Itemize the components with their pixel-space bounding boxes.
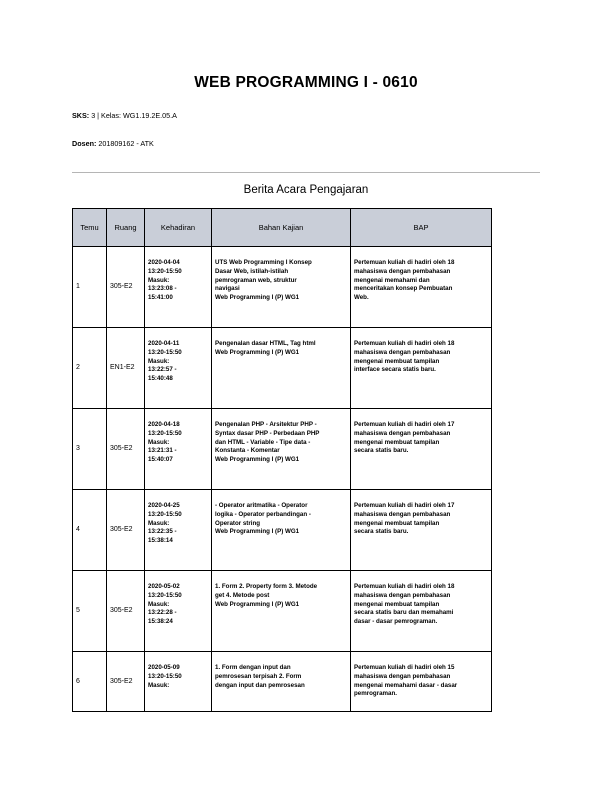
bahan-line: - Operator aritmatika - Operator <box>215 502 308 509</box>
cell-bap <box>351 571 492 652</box>
bap-line: mengenai membuat tampilan <box>354 519 440 527</box>
bahan-line: logika - Operator perbandingan - <box>215 510 311 518</box>
bap-line: Pertemuan kuliah di hadiri oleh 17 <box>354 421 455 428</box>
header-kehadiran: Kehadiran <box>145 209 212 247</box>
kehadiran-line: 13:23:08 - <box>148 285 177 293</box>
cell-bap <box>351 328 492 409</box>
bahan-line: Operator string <box>215 519 261 527</box>
bap-line: Pertemuan kuliah di hadiri oleh 18 <box>354 340 455 347</box>
bap-line: menceritakan konsep Pembuatan <box>354 285 453 293</box>
cell-temu: 3 <box>73 409 107 490</box>
cell-temu: 2 <box>73 328 107 409</box>
dosen-value: 201809162 - ATK <box>98 139 154 148</box>
header-bap: BAP <box>351 209 492 247</box>
bap-line: Pertemuan kuliah di hadiri oleh 17 <box>354 502 455 509</box>
kehadiran-line: 13:20-15:50 <box>148 591 182 599</box>
kehadiran-line: 2020-04-11 <box>148 340 180 347</box>
bap-line: secara statis baru. <box>354 528 409 536</box>
bap-line: Web. <box>354 294 369 302</box>
bahan-line: Web Programming I (P) WG1 <box>215 528 300 536</box>
table-body <box>73 247 492 712</box>
bap-line: secara statis baru dan memahami <box>354 609 454 617</box>
bahan-line: Web Programming I (P) WG1 <box>215 348 300 356</box>
section-title: Berita Acara Pengajaran <box>243 184 369 196</box>
bahan-line: pemrograman web, struktur <box>215 276 297 284</box>
bap-line: secara statis baru. <box>354 447 409 455</box>
cell-bap <box>351 247 492 328</box>
header-bahan-kajian: Bahan Kajian <box>212 209 351 247</box>
kehadiran-line: 2020-04-18 <box>148 421 180 428</box>
cell-kehadiran <box>145 652 212 712</box>
cell-ruang: 305-E2 <box>107 490 145 571</box>
table-row <box>73 328 492 409</box>
kehadiran-line: Masuk: <box>148 519 170 527</box>
bap-line: mengenai memahami dasar - dasar <box>354 681 458 689</box>
course-title: WEB PROGRAMMING I - 0610 <box>194 74 418 91</box>
bahan-line: 1. Form 2. Property form 3. Metode <box>215 583 318 590</box>
bahan-line: Pengenalan dasar HTML, Tag html <box>215 340 316 347</box>
kehadiran-line: 2020-04-25 <box>148 502 180 509</box>
table-row <box>73 409 492 490</box>
kehadiran-line: 2020-05-02 <box>148 583 180 590</box>
bahan-line: UTS Web Programming I Konsep <box>215 259 312 266</box>
bahan-line: pemrosesan terpisah 2. Form <box>215 672 302 680</box>
bahan-line: Web Programming I (P) WG1 <box>215 600 300 608</box>
cell-temu: 1 <box>73 247 107 328</box>
kehadiran-line: 13:20-15:50 <box>148 267 182 275</box>
kehadiran-line: 13:22:28 - <box>148 609 177 617</box>
kehadiran-line: 13:20-15:50 <box>148 672 182 680</box>
cell-ruang: 305-E2 <box>107 571 145 652</box>
kehadiran-line: 13:22:35 - <box>148 528 177 536</box>
header-ruang: Ruang <box>107 209 145 247</box>
kehadiran-line: Masuk: <box>148 600 170 608</box>
bahan-line: Dasar Web, istilah-istilah <box>215 267 289 275</box>
divider <box>72 172 540 173</box>
bahan-line: 1. Form dengan input dan <box>215 664 291 671</box>
bahan-line: get 4. Metode post <box>215 591 270 599</box>
bahan-line: Web Programming I (P) WG1 <box>215 456 300 464</box>
bahan-line: dengan input dan pemrosesan <box>215 681 305 689</box>
bap-line: mahasiswa dengan pembahasan <box>354 510 451 518</box>
cell-ruang: EN1-E2 <box>107 328 145 409</box>
cell-kehadiran <box>145 247 212 328</box>
cell-ruang: 305-E2 <box>107 652 145 712</box>
cell-bahan <box>212 328 351 409</box>
cell-kehadiran <box>145 328 212 409</box>
bap-line: mahasiswa dengan pembahasan <box>354 429 451 437</box>
cell-bap <box>351 652 492 712</box>
header-temu: Temu <box>73 209 107 247</box>
bap-table <box>72 208 492 712</box>
bap-line: mahasiswa dengan pembahasan <box>354 591 451 599</box>
kehadiran-line: 13:20-15:50 <box>148 510 182 518</box>
kehadiran-line: Masuk: <box>148 438 170 446</box>
table-row <box>73 490 492 571</box>
kehadiran-line: Masuk: <box>148 276 170 284</box>
kehadiran-line: 15:38:14 <box>148 537 173 545</box>
cell-ruang: 305-E2 <box>107 247 145 328</box>
bap-line: mahasiswa dengan pembahasan <box>354 348 451 356</box>
course-meta <box>72 111 177 120</box>
cell-bahan <box>212 490 351 571</box>
dosen-label: Dosen: <box>72 139 97 148</box>
table-row <box>73 247 492 328</box>
bap-line: Pertemuan kuliah di hadiri oleh 15 <box>354 664 455 671</box>
cell-temu: 6 <box>73 652 107 712</box>
bahan-line: Konstanta - Komentar <box>215 447 280 455</box>
bap-line: mahasiswa dengan pembahasan <box>354 672 451 680</box>
table-row <box>73 652 492 712</box>
sks-label: SKS: <box>72 111 90 120</box>
cell-bahan <box>212 409 351 490</box>
cell-bap <box>351 490 492 571</box>
bap-line: Pertemuan kuliah di hadiri oleh 18 <box>354 583 455 590</box>
bap-line: Pertemuan kuliah di hadiri oleh 18 <box>354 259 455 266</box>
kehadiran-line: Masuk: <box>148 681 170 689</box>
bahan-line: dan HTML - Variable - Tipe data - <box>215 438 311 446</box>
bahan-line: navigasi <box>215 285 240 293</box>
kehadiran-line: 13:20-15:50 <box>148 348 182 356</box>
kehadiran-line: 15:41:00 <box>148 294 173 302</box>
bahan-line: Web Programming I (P) WG1 <box>215 294 300 302</box>
kehadiran-line: 15:40:48 <box>148 375 173 383</box>
cell-kehadiran <box>145 490 212 571</box>
bap-line: mengenai membuat tampilan <box>354 438 440 446</box>
kehadiran-line: 13:20-15:50 <box>148 429 182 437</box>
bap-line: pemrograman. <box>354 690 397 698</box>
kehadiran-line: 2020-04-04 <box>148 259 180 266</box>
cell-temu: 5 <box>73 571 107 652</box>
sks-value: 3 | Kelas: WG1.19.2E.05.A <box>91 111 177 120</box>
table-header-row <box>73 209 492 247</box>
kehadiran-line: 13:21:31 - <box>148 447 177 455</box>
cell-kehadiran <box>145 409 212 490</box>
bap-line: mahasiswa dengan pembahasan <box>354 267 451 275</box>
lecturer-meta <box>72 139 154 148</box>
cell-bap <box>351 409 492 490</box>
kehadiran-line: Masuk: <box>148 357 170 365</box>
cell-bahan <box>212 652 351 712</box>
kehadiran-line: 13:22:57 - <box>148 366 177 374</box>
cell-bahan <box>212 571 351 652</box>
bap-line: dasar - dasar pemrograman. <box>354 618 438 626</box>
bap-line: mengenai membuat tampilan <box>354 600 440 608</box>
kehadiran-line: 2020-05-09 <box>148 664 180 671</box>
kehadiran-line: 15:40:07 <box>148 456 173 464</box>
cell-temu: 4 <box>73 490 107 571</box>
bap-line: mengenai memahami dan <box>354 276 430 284</box>
cell-bahan <box>212 247 351 328</box>
bahan-line: Syntax dasar PHP - Perbedaan PHP <box>215 429 320 437</box>
bap-line: mengenai membuat tampilan <box>354 357 440 365</box>
bahan-line: Pengenalan PHP - Arsitektur PHP - <box>215 421 317 428</box>
cell-kehadiran <box>145 571 212 652</box>
table-row <box>73 571 492 652</box>
kehadiran-line: 15:38:24 <box>148 618 173 626</box>
bap-line: interface secara statis baru. <box>354 366 436 374</box>
cell-ruang: 305-E2 <box>107 409 145 490</box>
